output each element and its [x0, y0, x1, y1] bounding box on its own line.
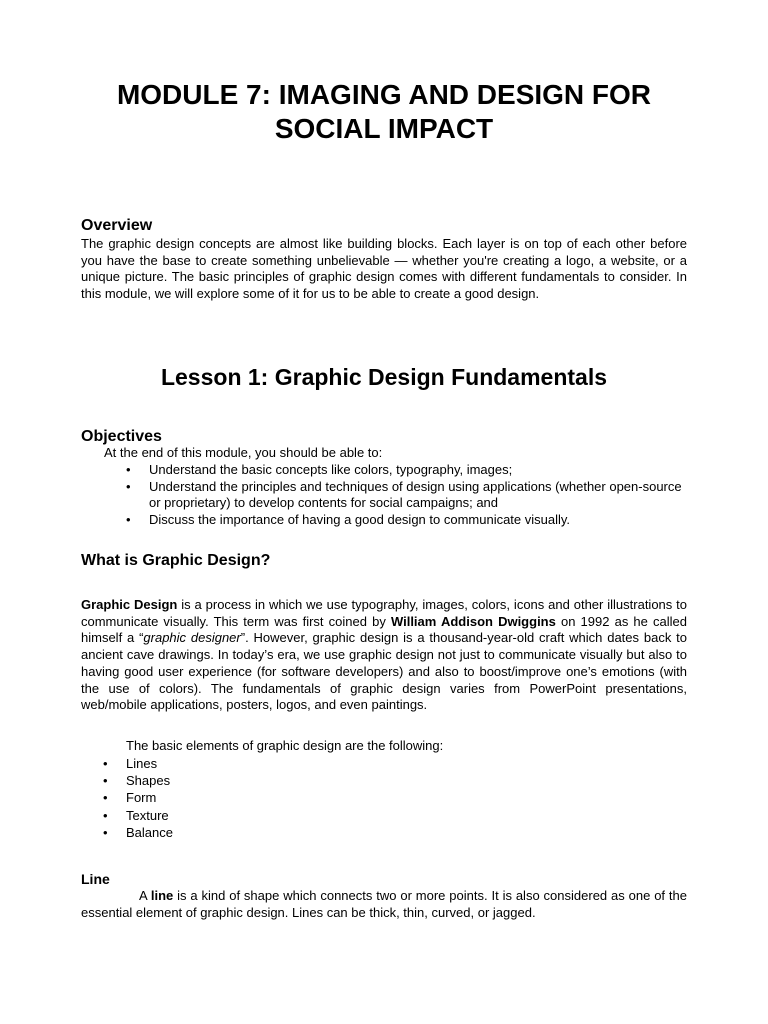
element-label: Shapes: [126, 773, 171, 789]
objective-text: Understand the principles and techniques of design using applications (whether open-source or proprietary) to develop contents for social campaigns; and: [149, 478, 682, 511]
objective-text: Discuss the importance of having a good design to communicate visually.: [149, 512, 571, 528]
overview-paragraph: The graphic design concepts are almost like building blocks. Each layer is on top of each other before you have the base to create something unbelievable — whether you're creating a logo, a website, or a unique picture. The basic principles of graphic design comes with different fundamentals to consider. In this module, we will explore some of it for us to be able to create a good design.: [81, 236, 687, 302]
line-paragraph: [81, 888, 687, 921]
line-term: line: [150, 888, 174, 903]
objectives-heading: Objectives: [81, 428, 162, 445]
lesson-title: Lesson 1: Graphic Design Fundamentals: [160, 364, 608, 390]
graphic-designer-quote: graphic designer: [143, 630, 241, 646]
graphic-design-term: Graphic Design: [81, 597, 178, 612]
list-item: [103, 824, 173, 841]
list-item: [103, 772, 173, 789]
element-label: Balance: [126, 824, 173, 840]
overview-heading: Overview: [81, 217, 153, 234]
elements-list: [103, 755, 173, 841]
bullet-icon: •: [126, 478, 131, 494]
what-is-paragraph: [81, 597, 687, 714]
objectives-list: [126, 462, 686, 529]
element-label: Texture: [126, 807, 169, 823]
what-is-heading: What is Graphic Design?: [81, 552, 271, 569]
bullet-icon: •: [103, 756, 108, 771]
list-item: [103, 755, 173, 772]
line-text-1: A: [139, 888, 151, 903]
module-title: [81, 78, 687, 146]
what-is-text-2: on 1992 as he called himself a “: [81, 613, 687, 646]
line-heading: Line: [81, 871, 110, 887]
bullet-icon: •: [126, 512, 131, 528]
module-title-line-2: SOCIAL IMPACT: [274, 113, 494, 144]
objective-text: Understand the basic concepts like colors, typography, images;: [149, 462, 513, 477]
what-is-text-1: is a process in which we use typography, images, colors, icons and other illustrations to communicate visually. This term was first coined by: [81, 597, 688, 629]
list-item: [103, 789, 173, 806]
line-text-2: is a kind of shape which connects two or more points. It is also considered as one of the essential element of graphic design. Lines can be thick, thin, curved, or jagged.: [81, 888, 687, 920]
list-item: [126, 462, 686, 479]
list-item: [126, 512, 686, 529]
module-title-line-1: MODULE 7: IMAGING AND DESIGN FOR: [116, 79, 652, 110]
bullet-icon: •: [103, 824, 108, 840]
what-is-text-3: ”. However, graphic design is a thousand-year-old craft which dates back to ancient cave drawings. In today’s era, we use graphic design not just to communicate visually but also to having good user experience (for software developers) and also to boost/improve one’s emotions (with the use of colors). The fundamentals of graphic design varies from PowerPoint presentations, web/mobile applications, posters, logos, and even paintings.: [81, 630, 687, 713]
objectives-intro: At the end of this module, you should be able to:: [104, 445, 383, 460]
elements-intro: The basic elements of graphic design are the following:: [126, 738, 444, 753]
list-item: [103, 807, 173, 824]
bullet-icon: •: [103, 807, 108, 823]
bullet-icon: •: [103, 790, 108, 806]
bullet-icon: •: [103, 773, 108, 789]
bullet-icon: •: [126, 462, 131, 477]
element-label: Form: [126, 790, 157, 806]
element-label: Lines: [126, 756, 158, 771]
coiner-name: William Addison Dwiggins: [390, 613, 556, 629]
list-item: [126, 479, 686, 512]
